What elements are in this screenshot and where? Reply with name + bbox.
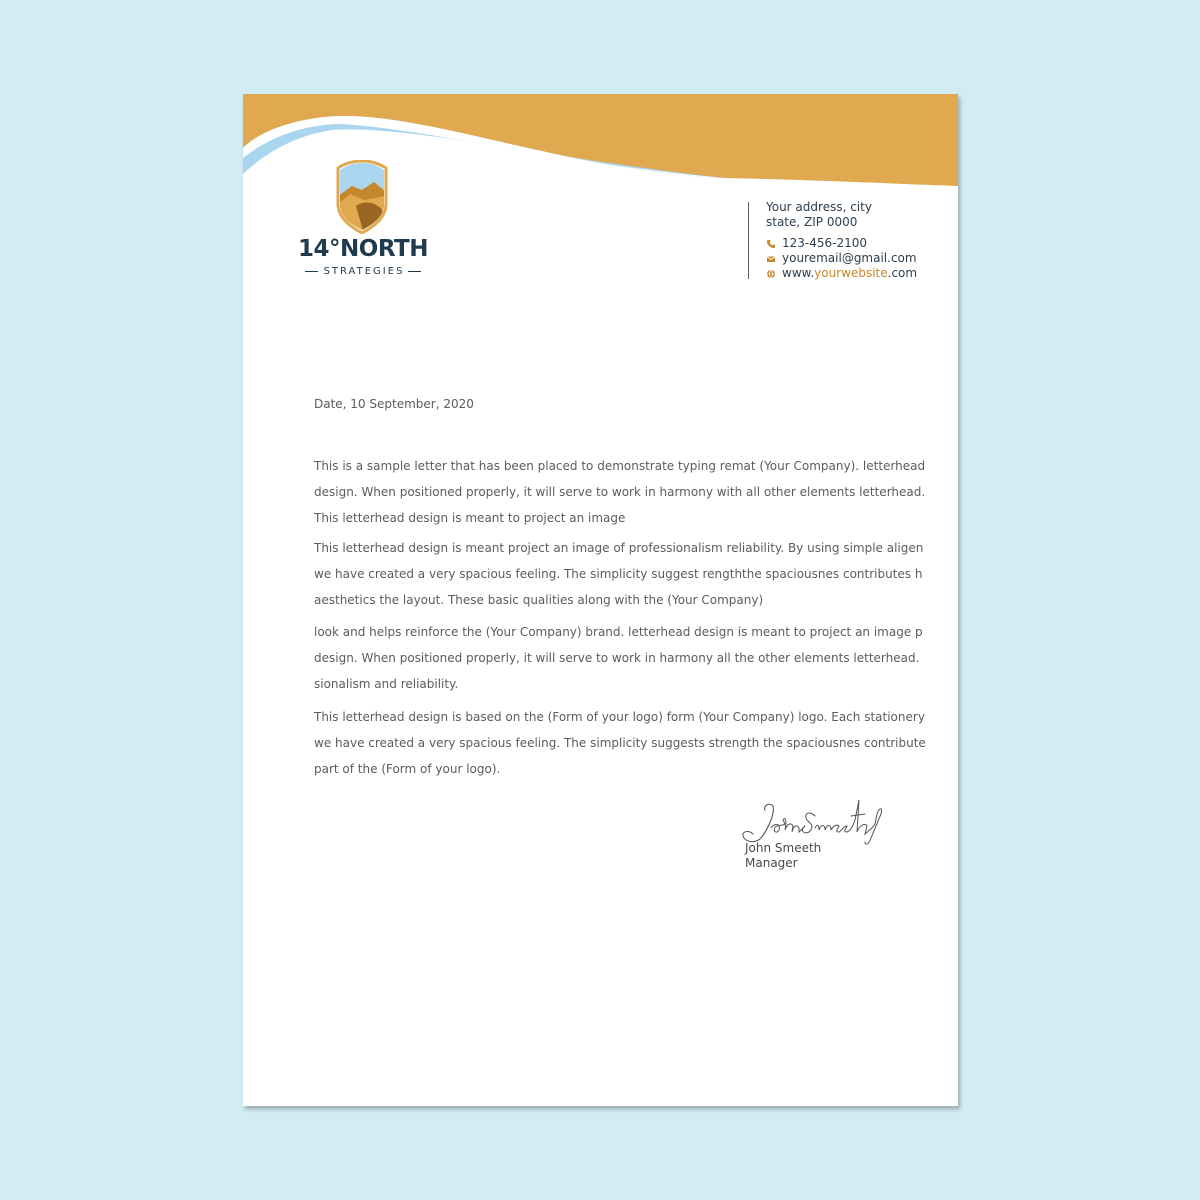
website-domain: yourwebsite <box>814 266 888 280</box>
website-link[interactable] <box>782 266 917 281</box>
paragraph-line: part of the (Form of your logo). <box>314 762 501 776</box>
website-row <box>766 266 946 281</box>
phone-row <box>766 236 946 251</box>
letter-date: Date, 10 September, 2020 <box>314 397 474 411</box>
paragraph-2 <box>314 539 924 617</box>
tagline-divider-left <box>305 271 318 272</box>
company-name: 14°NORTH <box>298 236 428 262</box>
signatory-name: John Smeeth <box>745 841 822 855</box>
paragraph-4 <box>314 708 926 786</box>
website-suffix: .com <box>887 266 918 280</box>
paragraph-line: This letterhead design is based on the (Form of your logo) form (Your Company) logo. Each stationery <box>314 710 925 724</box>
paragraph-line: look and helps reinforce the (Your Company) brand. letterhead design is meant to project an image p <box>314 625 923 639</box>
paragraph-line: design. When positioned properly, it will serve to work in harmony with all other elements letterhead. <box>314 485 926 499</box>
signatory-title: Manager <box>745 856 798 870</box>
mountain-shield-icon <box>334 160 390 234</box>
phone-number[interactable]: 123-456-2100 <box>782 236 868 250</box>
paragraph-line: This letterhead design is meant to project an image <box>314 511 626 525</box>
tagline-divider-right <box>408 271 421 272</box>
mail-icon <box>766 254 776 264</box>
company-tagline: STRATEGIES <box>323 265 405 277</box>
address-line-2: state, ZIP 0000 <box>766 215 858 229</box>
paragraph-1 <box>314 457 926 535</box>
paragraph-line: sionalism and reliability. <box>314 677 459 691</box>
phone-icon <box>766 239 776 249</box>
contact-block <box>766 200 946 281</box>
globe-icon <box>766 269 776 279</box>
contact-divider <box>748 202 749 279</box>
paragraph-line: This is a sample letter that has been placed to demonstrate typing remat (Your Company). letterhead <box>314 459 926 473</box>
paragraph-line: This letterhead design is meant project an image of professionalism reliability. By using simple aligen <box>314 541 924 555</box>
email-row <box>766 251 946 266</box>
website-prefix: www. <box>782 266 815 280</box>
paragraph-line: aesthetics the layout. These basic qualities along with the (Your Company) <box>314 593 764 607</box>
company-tagline-row <box>297 264 429 278</box>
address-line-1: Your address, city <box>766 200 872 214</box>
email-address[interactable]: youremail@gmail.com <box>782 251 917 265</box>
paragraph-line: we have created a very spacious feeling. The simplicity suggest rengththe spaciousnes contributes h <box>314 567 923 581</box>
paragraph-3 <box>314 623 923 701</box>
letterhead-sheet <box>243 94 958 1106</box>
paragraph-line: we have created a very spacious feeling. The simplicity suggests strength the spaciousnes contribute <box>314 736 926 750</box>
paragraph-line: design. When positioned properly, it will serve to work in harmony all the other elements letterhead. <box>314 651 920 665</box>
company-logo <box>297 160 429 280</box>
